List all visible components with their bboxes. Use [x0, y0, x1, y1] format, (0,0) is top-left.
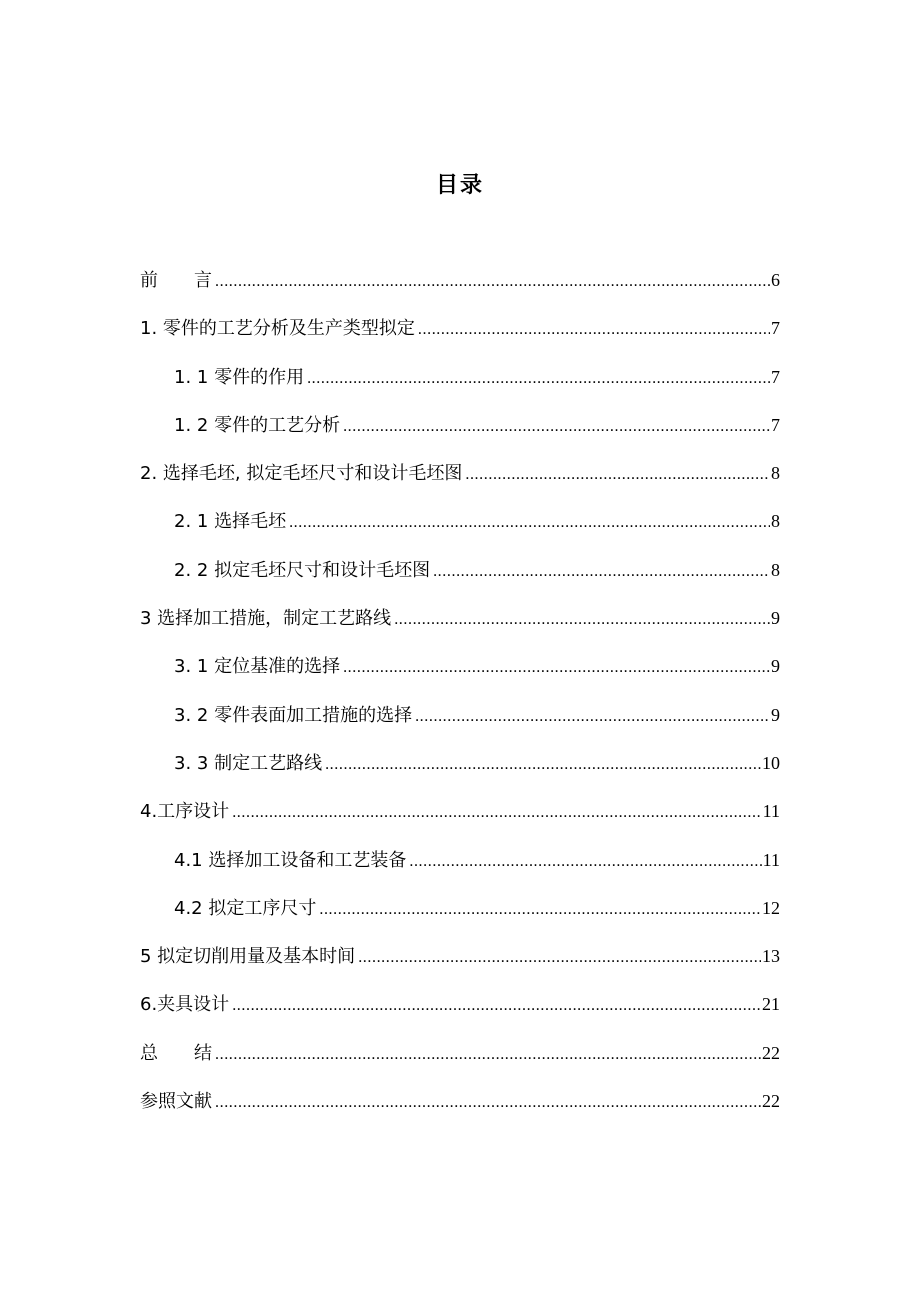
toc-entry[interactable] — [140, 797, 780, 845]
toc-entry[interactable] — [140, 1039, 780, 1087]
toc-dot-leader — [409, 848, 761, 876]
toc-entry-label: 参照文献 — [140, 1091, 212, 1113]
toc-dot-leader — [433, 558, 770, 586]
toc-entry[interactable] — [140, 556, 780, 604]
toc-entry-label: 3. 3 制定工艺路线 — [174, 752, 323, 774]
toc-entry-label: 2. 选择毛坯, 拟定毛坯尺寸和设计毛坯图 — [140, 463, 463, 485]
toc-entry-label: 总 结 — [140, 1042, 212, 1064]
toc-entry-label: 5 拟定切削用量及基本时间 — [140, 946, 356, 968]
toc-page-number: 7 — [771, 366, 780, 387]
table-of-contents — [140, 266, 780, 1135]
toc-dot-leader — [418, 316, 770, 344]
toc-page-number: 9 — [771, 656, 780, 677]
toc-page-number: 9 — [771, 704, 780, 725]
toc-entry[interactable] — [140, 314, 780, 362]
toc-dot-leader — [319, 896, 761, 924]
toc-entry[interactable] — [140, 652, 780, 700]
toc-dot-leader — [215, 268, 770, 296]
toc-dot-leader — [232, 799, 761, 827]
toc-dot-leader — [325, 751, 761, 779]
toc-entry-label: 1. 零件的工艺分析及生产类型拟定 — [140, 318, 415, 340]
toc-entry[interactable] — [140, 363, 780, 411]
toc-page-number: 7 — [771, 414, 780, 435]
toc-title: 目录 — [435, 173, 484, 198]
toc-page-number: 10 — [762, 752, 780, 773]
toc-entry[interactable] — [140, 894, 780, 942]
toc-dot-leader — [289, 509, 770, 537]
toc-entry-label: 2. 1 选择毛坯 — [174, 511, 287, 533]
toc-page-number: 8 — [771, 559, 780, 580]
toc-page-number: 11 — [762, 801, 780, 822]
toc-dot-leader — [465, 461, 770, 489]
toc-page-number: 7 — [771, 318, 780, 339]
toc-entry[interactable] — [140, 266, 780, 314]
toc-entry-label: 3. 1 定位基准的选择 — [174, 656, 341, 678]
toc-entry[interactable] — [140, 846, 780, 894]
toc-page-number: 22 — [762, 1091, 780, 1112]
toc-entry-label: 前 言 — [140, 270, 212, 291]
toc-entry-label: 1. 2 零件的工艺分析 — [174, 414, 341, 436]
toc-dot-leader — [307, 365, 770, 393]
toc-page-number: 8 — [771, 463, 780, 484]
toc-entry-label: 3. 2 零件表面加工措施的选择 — [174, 704, 413, 726]
toc-page-number: 12 — [762, 897, 780, 918]
toc-entry[interactable] — [140, 749, 780, 797]
toc-page-number: 9 — [771, 608, 780, 629]
toc-dot-leader — [343, 654, 770, 682]
toc-entry-label: 4.2 拟定工序尺寸 — [174, 897, 317, 919]
toc-dot-leader — [394, 606, 770, 634]
toc-page-number: 13 — [762, 946, 780, 967]
toc-page-number: 6 — [771, 270, 780, 290]
toc-entry-label: 4.工序设计 — [140, 801, 230, 823]
toc-entry[interactable] — [140, 942, 780, 990]
toc-entry[interactable] — [140, 459, 780, 507]
toc-page-number: 21 — [762, 994, 780, 1015]
toc-dot-leader — [358, 944, 761, 972]
toc-dot-leader — [215, 1089, 761, 1117]
toc-page-number: 11 — [762, 849, 780, 870]
toc-entry[interactable] — [140, 990, 780, 1038]
toc-page-number: 22 — [762, 1042, 780, 1063]
toc-entry-label: 3 选择加工措施，制定工艺路线 — [140, 608, 392, 630]
toc-dot-leader — [232, 992, 761, 1020]
toc-entry-label: 1. 1 零件的作用 — [174, 366, 305, 388]
toc-entry[interactable] — [140, 507, 780, 555]
toc-entry[interactable] — [140, 604, 780, 652]
toc-dot-leader — [415, 703, 770, 731]
toc-entry[interactable] — [140, 701, 780, 749]
toc-dot-leader — [343, 413, 770, 441]
toc-page-number: 8 — [771, 511, 780, 532]
toc-entry-label: 4.1 选择加工设备和工艺装备 — [174, 849, 407, 871]
toc-dot-leader — [215, 1041, 761, 1069]
toc-entry-label: 2. 2 拟定毛坯尺寸和设计毛坯图 — [174, 559, 431, 581]
toc-entry[interactable] — [140, 411, 780, 459]
toc-entry[interactable] — [140, 1087, 780, 1135]
toc-entry-label: 6.夹具设计 — [140, 994, 230, 1016]
